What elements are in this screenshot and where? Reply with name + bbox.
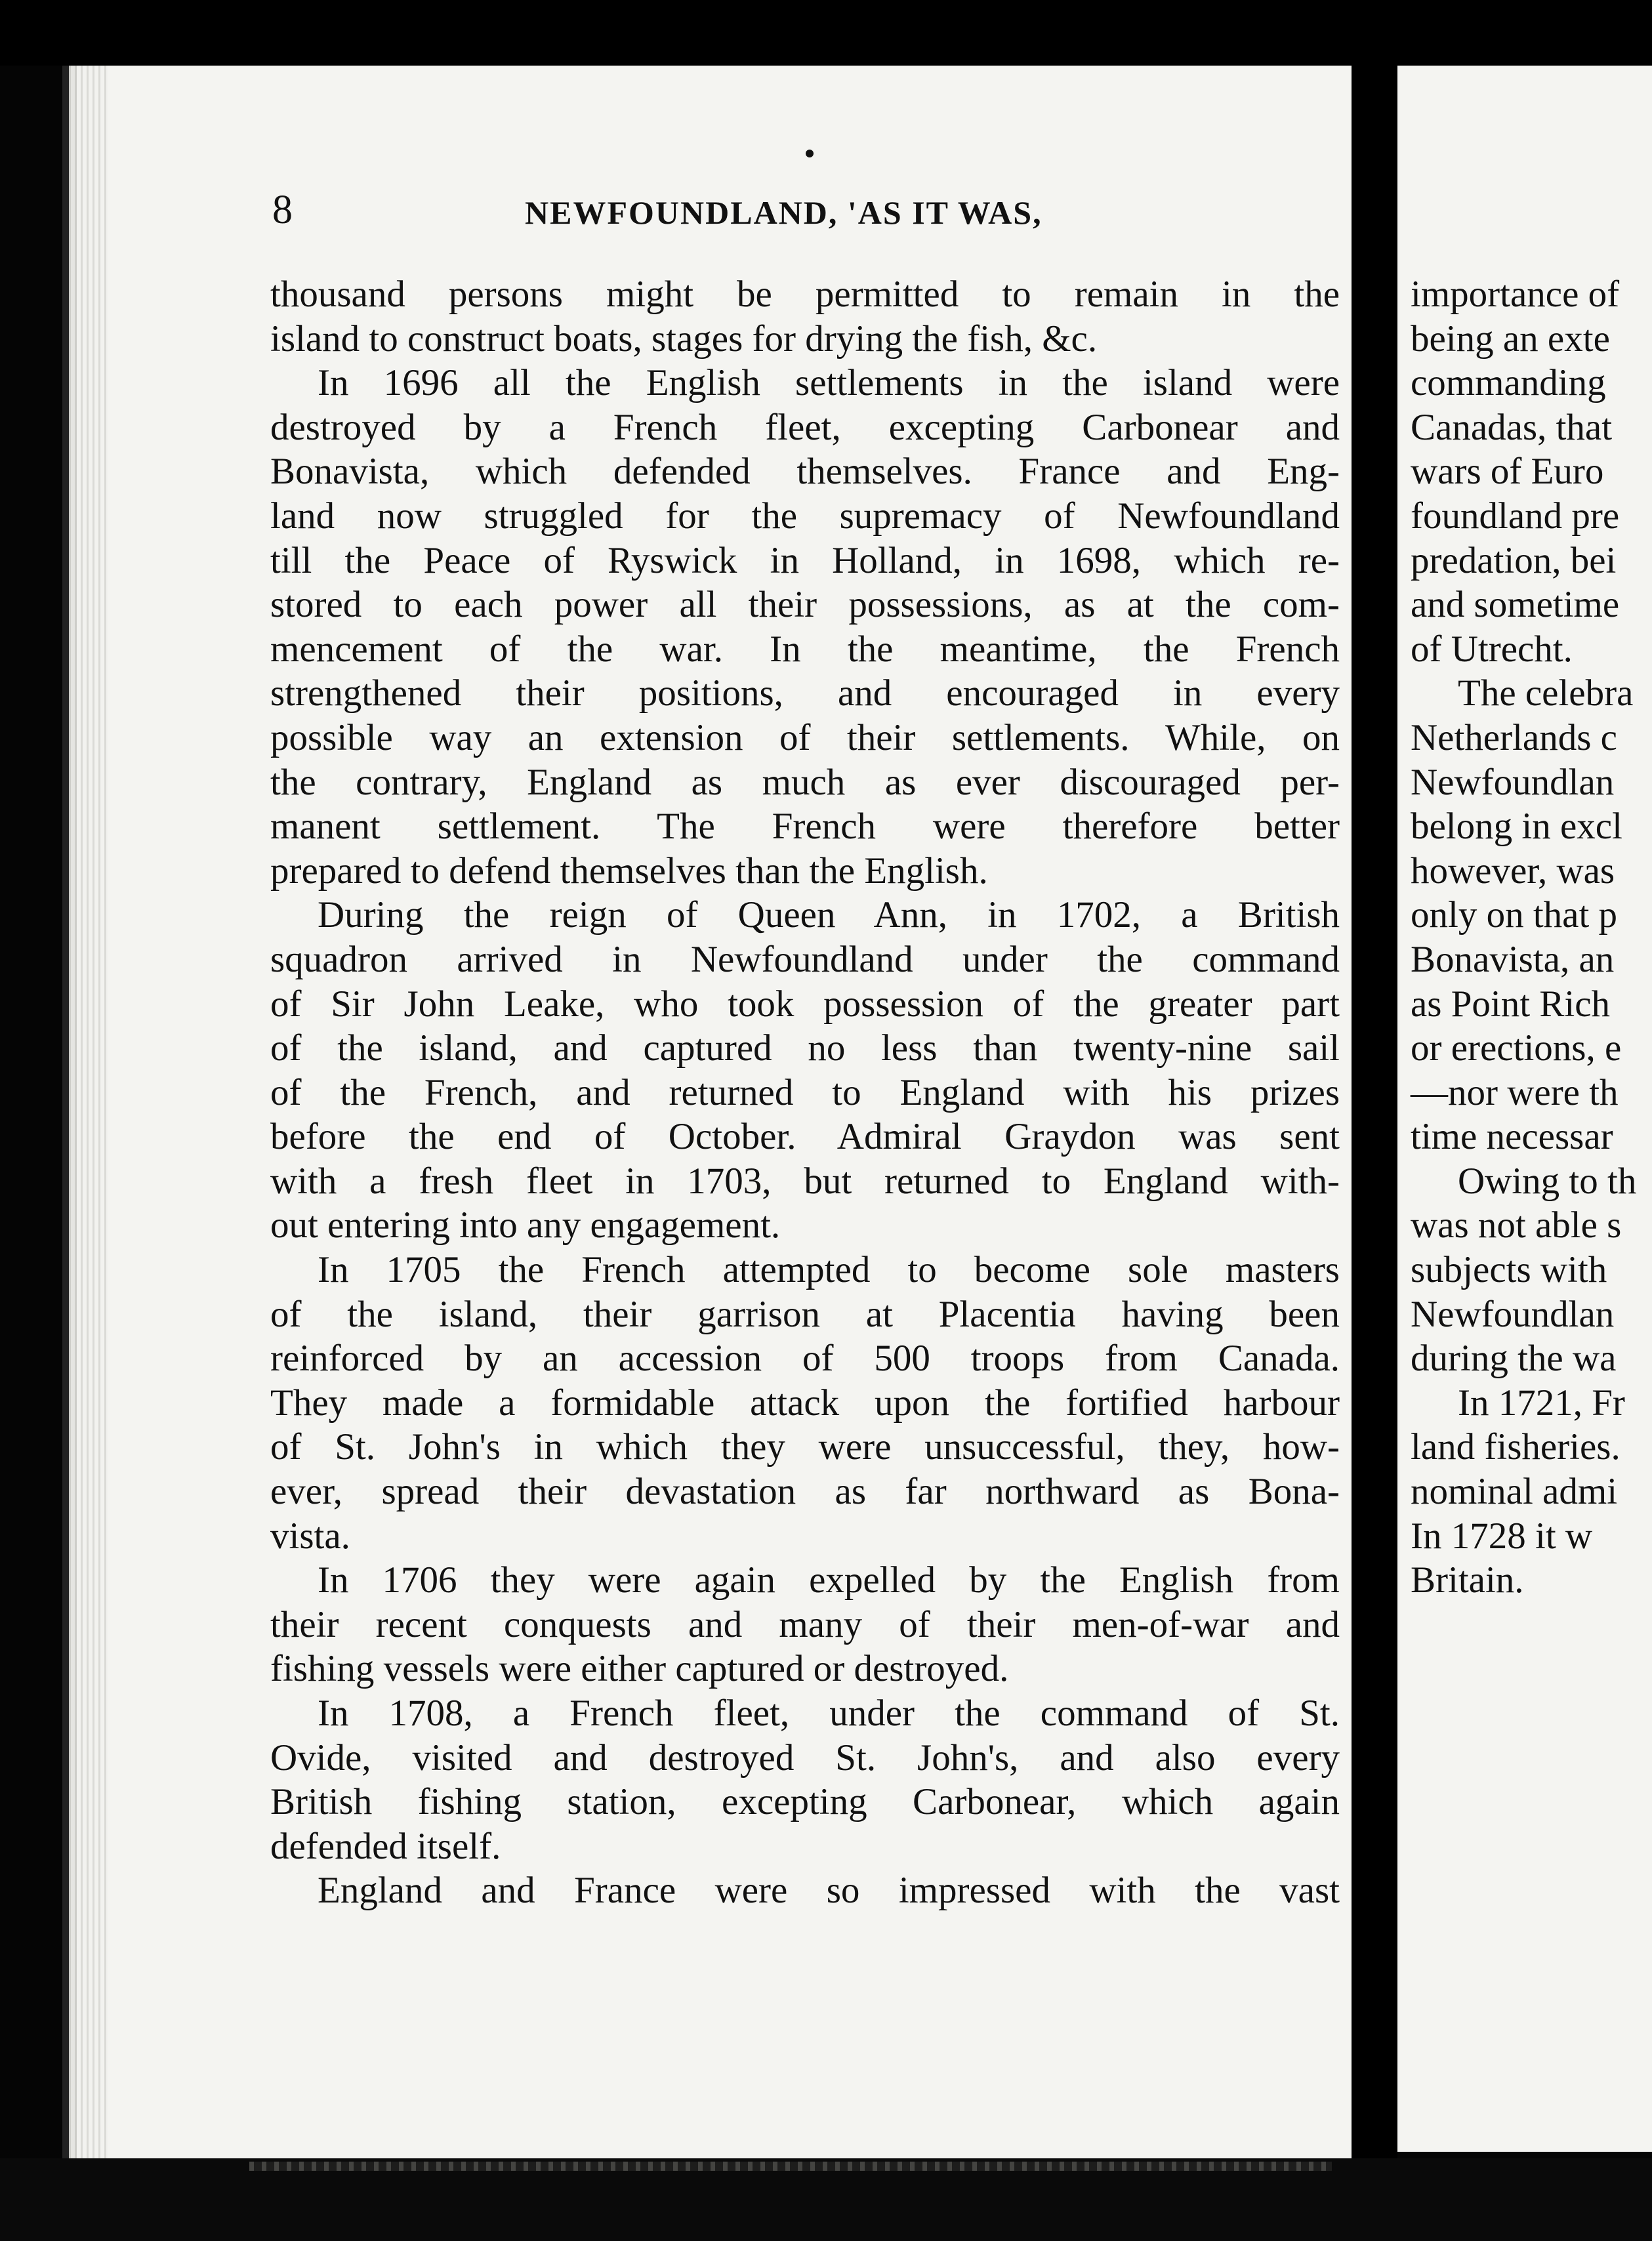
text-line: stored to each power all their possessions, as at the com- [270,584,1340,626]
text-line: before the end of October. Admiral Graydon was sent [270,1116,1340,1158]
text-line: of the French, and returned to England with his prizes [270,1071,1340,1113]
text-line: possible way an extension of their settlements. While, on [270,716,1340,758]
text-line: time necessar [1411,1116,1613,1158]
text-line: island to construct boats, stages for drying the fish, &c. [270,318,1098,360]
text-line: In 1721, Fr [1458,1382,1625,1424]
book-gutter [1352,59,1397,2178]
text-line: out entering into any engagement. [270,1204,781,1246]
text-line: In 1708, a French fleet, under the command of St. [318,1693,1340,1734]
text-line: —nor were th [1411,1071,1619,1113]
scan-artifact [249,2162,1332,2171]
text-line: The celebra [1458,672,1634,714]
text-line: Bonavista, which defended themselves. France and Eng- [270,451,1340,493]
text-line: squadron arrived in Newfoundland under the command [270,938,1340,980]
text-line: Bonavista, an [1411,938,1615,980]
text-line: Canadas, that [1411,406,1613,448]
text-line: manent settlement. The French were therefore better [270,806,1340,848]
text-line: In 1705 the French attempted to become sole masters [318,1249,1340,1291]
text-line: the contrary, England as much as ever discouraged per- [270,761,1340,803]
text-line: They made a formidable attack upon the fortified harbour [270,1382,1340,1424]
text-line: during the wa [1411,1338,1617,1380]
text-line: Newfoundlan [1411,1293,1615,1335]
page-number: 8 [272,188,293,232]
text-line: commanding [1411,362,1606,404]
text-line: defended itself. [270,1825,501,1867]
text-line: vista. [270,1515,350,1557]
text-line: nominal admi [1411,1471,1618,1513]
text-line: destroyed by a French fleet, excepting Carbonear and [270,406,1340,448]
scan-border-top [0,0,1652,66]
text-line: as Point Rich [1411,983,1611,1025]
text-line: with a fresh fleet in 1703, but returned to England with- [270,1160,1340,1202]
ink-speck [806,150,814,157]
text-line: of the island, their garrison at Placentia having been [270,1293,1340,1335]
text-line: of Utrecht. [1411,628,1573,670]
page-header [272,187,1355,239]
text-line: mencement of the war. In the meantime, the French [270,628,1340,670]
text-line: foundland pre [1411,495,1620,537]
text-line: fishing vessels were either captured or destroyed. [270,1648,1009,1690]
text-line: however, was [1411,850,1615,892]
text-line: till the Peace of Ryswick in Holland, in 1698, which re- [270,539,1340,581]
text-line: wars of Euro [1411,451,1604,493]
text-line: Owing to th [1458,1160,1637,1202]
text-line: of Sir John Leake, who took possession of the greater part [270,983,1340,1025]
text-line: In 1706 they were again expelled by the English from [318,1559,1340,1601]
text-line: of the island, and captured no less than twenty-nine sail [270,1027,1340,1069]
text-line: belong in excl [1411,806,1622,848]
text-line: predation, bei [1411,539,1617,581]
text-line: was not able s [1411,1204,1622,1246]
text-line: land now struggled for the supremacy of Newfoundland [270,495,1340,537]
text-line: Britain. [1411,1559,1524,1601]
text-line: England and France were so impressed with the vast [318,1870,1340,1912]
text-line: of St. John's in which they were unsuccessful, they, how- [270,1426,1340,1468]
page-stack-edge [69,66,108,2158]
text-line: only on that p [1411,894,1618,936]
text-line: or erections, e [1411,1027,1622,1069]
left-page-body [270,272,1340,1913]
text-line: importance of [1411,274,1620,315]
text-line: their recent conquests and many of their men-of-war and [270,1603,1340,1645]
text-line: ever, spread their devastation as far northward as Bona- [270,1471,1340,1513]
text-line: In 1696 all the English settlements in the island were [318,362,1340,404]
text-line: strengthened their positions, and encouraged in every [270,672,1340,714]
text-line: prepared to defend themselves than the English. [270,850,988,892]
text-line: Ovide, visited and destroyed St. John's, and also every [270,1737,1340,1778]
text-line: Newfoundlan [1411,761,1615,803]
text-line: subjects with [1411,1249,1607,1291]
running-head: NEWFOUNDLAND, 'AS IT WAS, [525,194,1043,231]
text-line: land fisheries. [1411,1426,1621,1468]
text-line: thousand persons might be permitted to remain in the [270,274,1340,315]
right-page-body [1411,272,1652,1603]
text-line: being an exte [1411,318,1610,360]
text-line: During the reign of Queen Ann, in 1702, a British [318,894,1340,936]
text-line: Netherlands c [1411,716,1617,758]
text-line: In 1728 it w [1411,1515,1593,1557]
text-line: reinforced by an accession of 500 troops from Canada. [270,1338,1340,1380]
text-line: and sometime [1411,584,1620,626]
text-line: British fishing station, excepting Carbonear, which again [270,1781,1340,1823]
